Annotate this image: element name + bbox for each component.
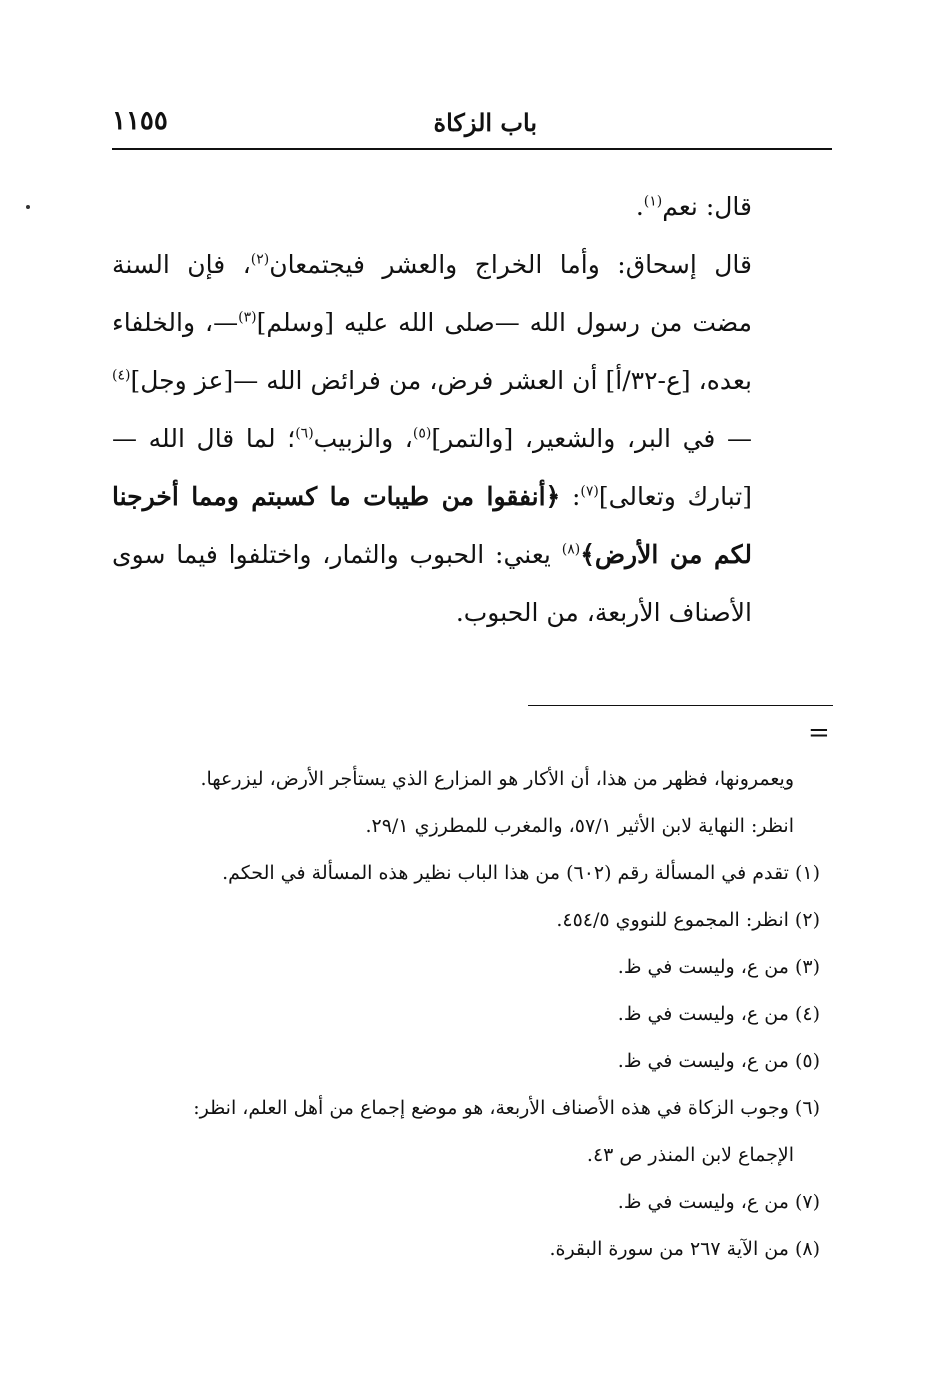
footnote-separator	[528, 705, 833, 706]
footnotes	[112, 756, 820, 1273]
footnote-ref-2: (٢)	[250, 251, 270, 268]
paragraph-2: قال إسحاق: وأما الخراج والعشر فيجتمعان$^{(٢)}$، فإن السنة مضت من رسول الله —صلى الله عليه [وسلم]$^{(٣)}$—، والخلفاء بعده، [ع-٣٢/أ] أن العشر فرض، من فرائض الله —[عز وجل]$^{(٤)}$— في البر، والشعير، [والتمر]$^{(٥)}$، والزبيب$^{(٦)}$؛ لما قال الله —[تبارك وتعالى]$^{(٧)}$: ﴿أنفقوا من طيبات ما كسبتم ومما أخرجنا لكم من الأرض﴾$^{(٨)}$ يعني: الحبوب والثمار، واختلفوا فيما سوى الأصناف الأربعة، من الحبوب.	[112, 250, 753, 627]
footnote-ref-7: (٧)	[580, 483, 599, 500]
footnote-7: (٧) من ع، وليست في ظ.	[617, 1191, 820, 1213]
running-title: باب الزكاة	[433, 108, 537, 137]
page-number: ١١٥٥	[112, 106, 168, 136]
main-text	[112, 178, 752, 642]
paragraph-1: قال: نعم$^{(١)}$.	[635, 192, 752, 221]
footnote-continuation-mark: =	[808, 718, 830, 748]
footnote-5: (٥) من ع، وليست في ظ.	[617, 1050, 820, 1072]
footnote-ref-3: (٣)	[238, 309, 257, 326]
footnote-ref-8: (٨)	[561, 541, 581, 558]
footnote-ref-1: (١)	[643, 193, 663, 210]
footnote-3: (٣) من ع، وليست في ظ.	[617, 956, 820, 978]
footnote-8: (٨) من الآية ٢٦٧ من سورة البقرة.	[549, 1238, 820, 1260]
footnote-6-continued: الإجماع لابن المنذر ص ٤٣.	[586, 1144, 794, 1166]
footnote-ref-6: (٦)	[295, 425, 314, 442]
footnote-ref-5: (٥)	[412, 425, 432, 442]
footnote-6: (٦) وجوب الزكاة في هذه الأصناف الأربعة، هو موضع إجماع من أهل العلم، انظر:	[193, 1097, 820, 1119]
footnote-2: (٢) انظر: المجموع للنووي ٤٥٤/٥.	[556, 909, 820, 931]
footnote-ref-4: (٤)	[112, 367, 131, 384]
stray-dot	[26, 205, 30, 209]
footnote-1: (١) تقدم في المسألة رقم (٦٠٢) من هذا الباب نظير هذه المسألة في الحكم.	[222, 862, 820, 884]
quran-verse: ﴿أنفقوا من طيبات ما كسبتم ومما أخرجنا لكم من الأرض﴾	[112, 482, 753, 569]
footnote-continuation-line: ويعمرونها، فظهر من هذا، أن الأكار هو المزارع الذي يستأجر الأرض، ليزرعها.	[200, 768, 794, 790]
footnote-4: (٤) من ع، وليست في ظ.	[617, 1003, 820, 1025]
page-header	[112, 104, 832, 150]
footnote-continuation-line: انظر: النهاية لابن الأثير ٥٧/١، والمغرب للمطرزي ٢٩/١.	[365, 815, 794, 837]
